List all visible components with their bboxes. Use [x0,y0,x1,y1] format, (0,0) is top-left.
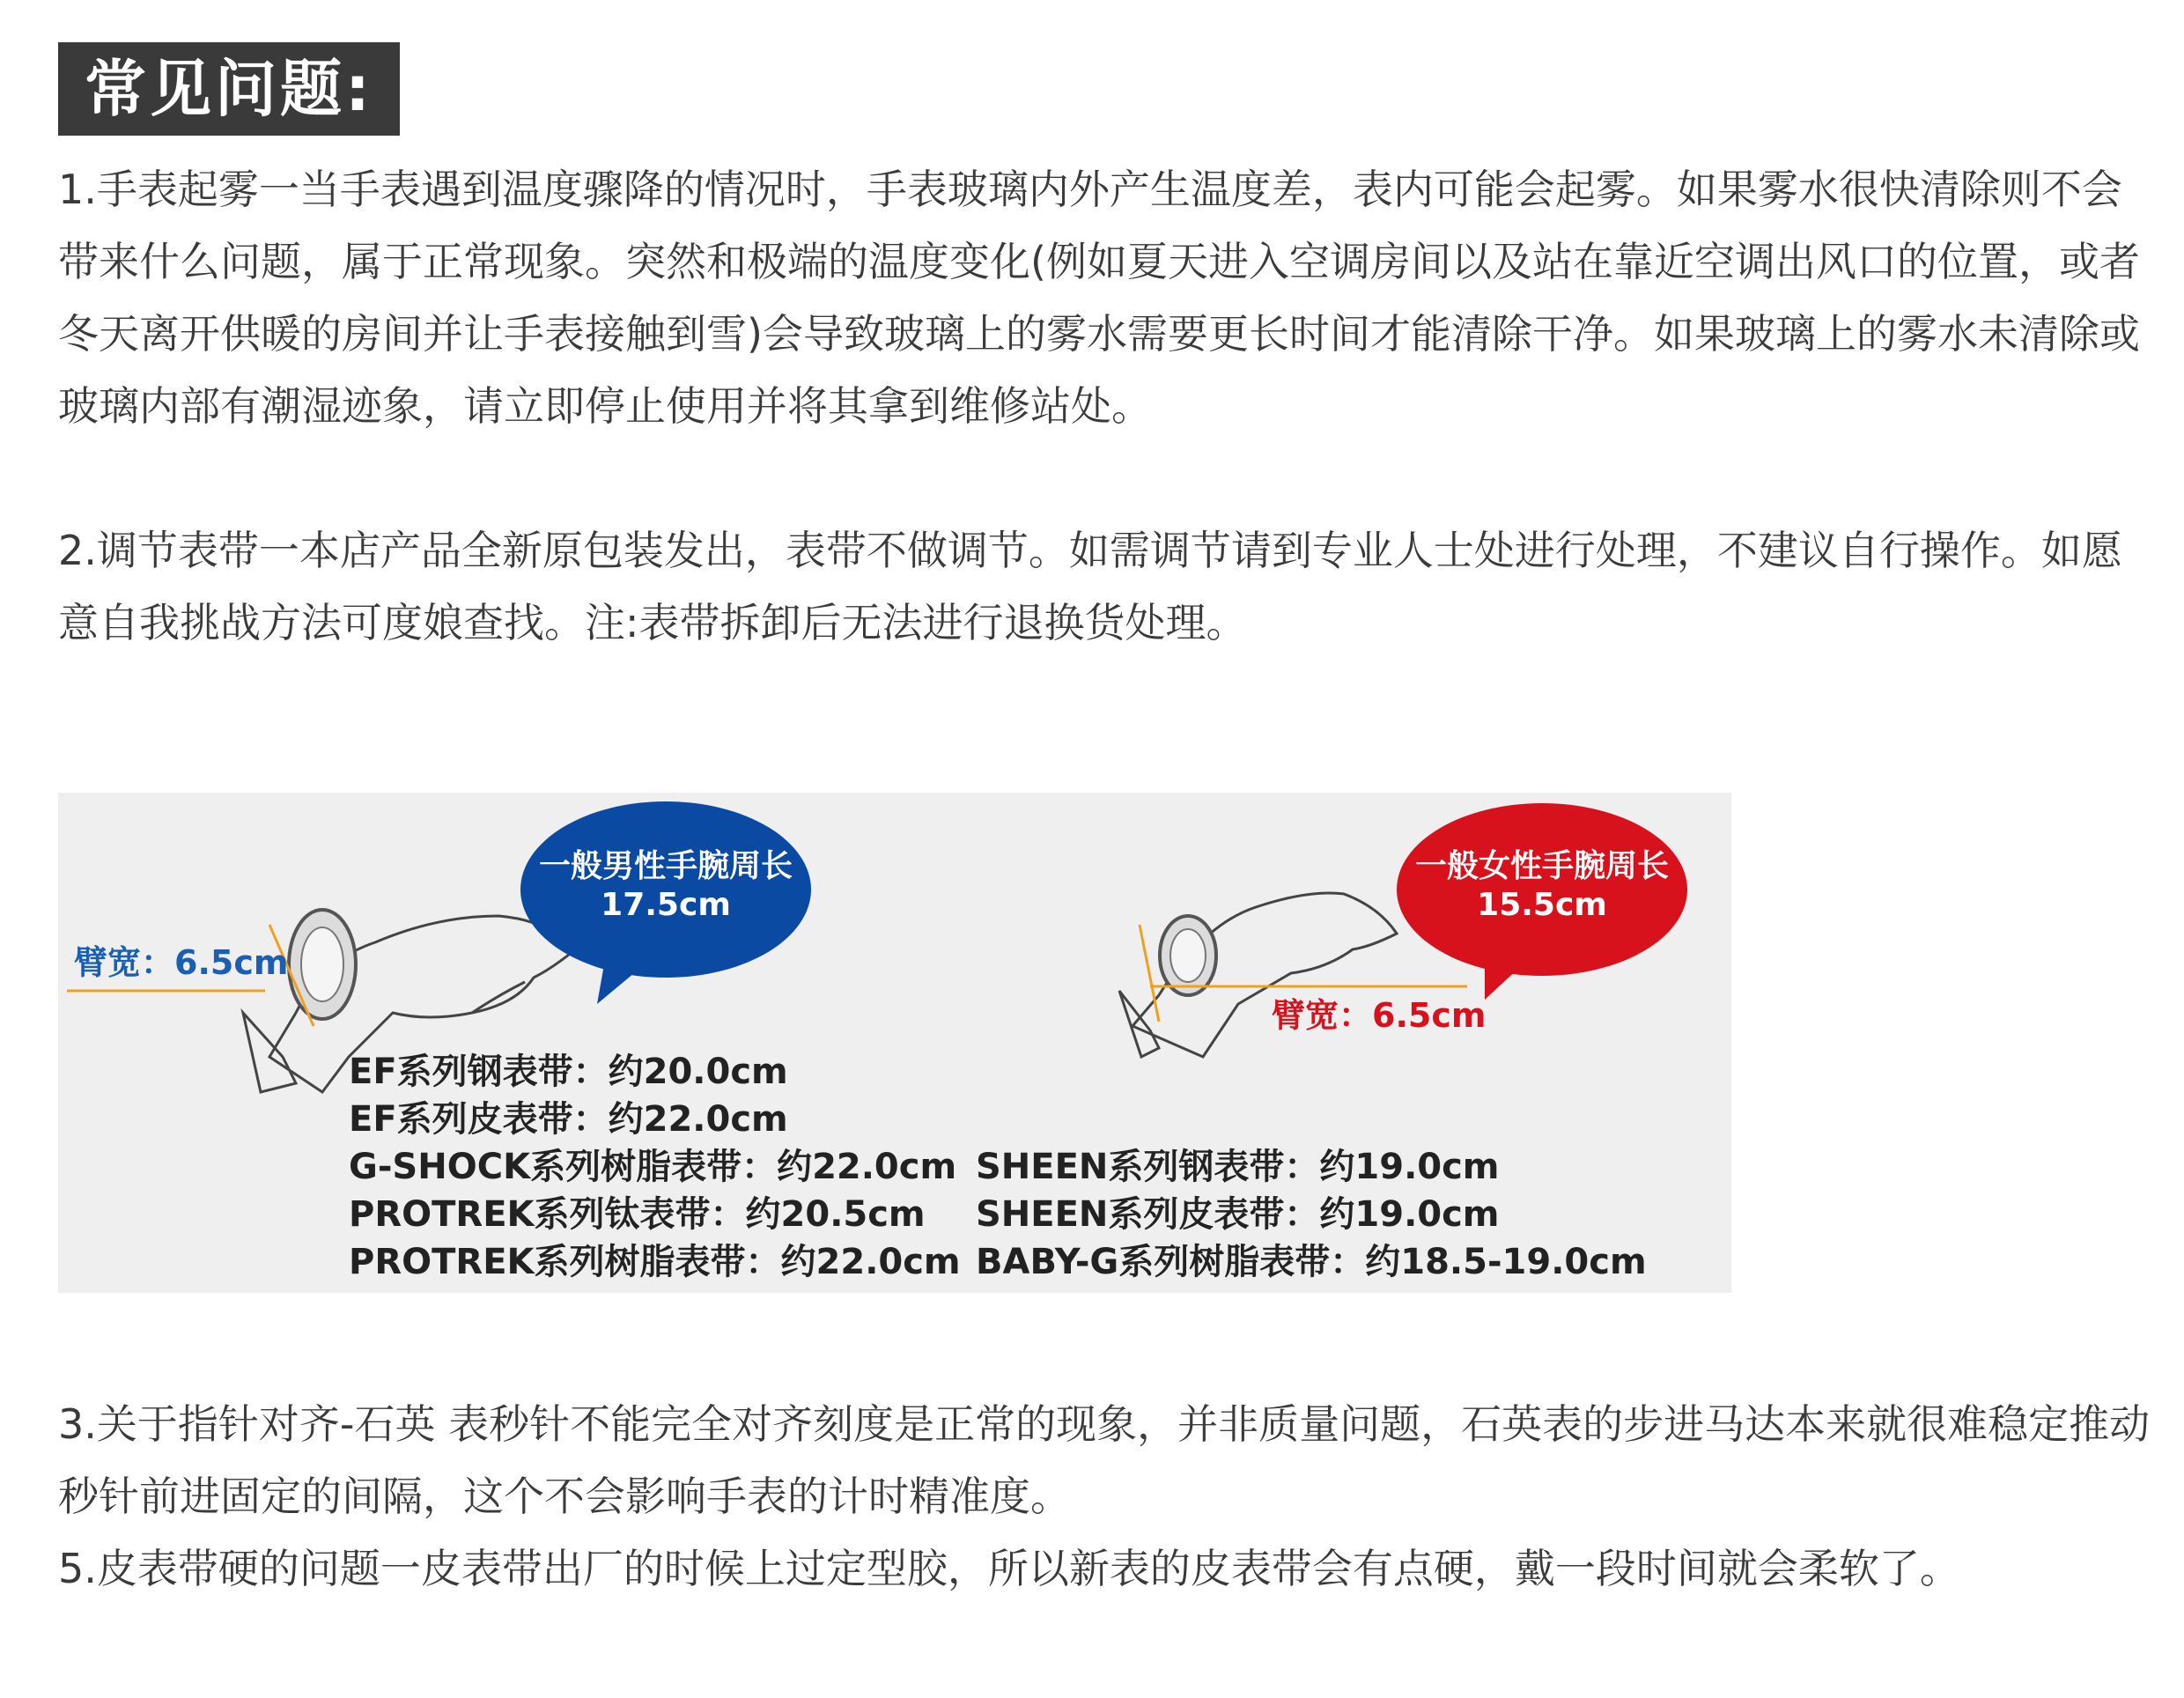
faq-item-hand-alignment: 3.关于指针对齐-石英 表秒针不能完全对齐刻度是正常的现象，并非质量问题，石英表的步进马达本来就很难稳定推动秒针前进固定的间隔，这个不会影响手表的计时精准度。 [58,1400,2151,1520]
faq-item-leather-strap: 5.皮表带硬的问题一皮表带出厂的时候上过定型胶，所以新表的皮表带会有点硬，戴一段时间就会柔软了。 [58,1545,1960,1592]
strap-item: EF系列钢表带：约20.0cm [349,1052,788,1092]
female-bubble-text [1397,847,1687,925]
male-watch-icon [289,910,356,1019]
male-strap-list [349,1048,961,1286]
faq-item-strap-adjust: 2.调节表带一本店产品全新原包装发出，表带不做调节。如需调节请到专业人士处进行处理，不建议自行操作。如愿意自我挑战方法可度娘查找。注:表带拆卸后无法进行退换货处理。 [58,527,2122,646]
female-wrist-circumference: 15.5cm [1477,887,1607,923]
female-strap-list [976,1143,1647,1286]
female-arm-width: 臂宽：6.5cm [1272,996,1487,1035]
wrist-size-panel [58,793,1731,1293]
strap-item: BABY-G系列树脂表带：约18.5-19.0cm [976,1242,1647,1282]
female-watch-icon [1160,916,1216,995]
faq-item-fogging: 1.手表起雾一当手表遇到温度骤降的情况时，手表玻璃内外产生温度差，表内可能会起雾。如果雾水很快清除则不会带来什么问题，属于正常现象。突然和极端的温度变化(例如夏天进入空调房间以及站在靠近空调出风口的位置，或者冬天离开供暖的房间并让手表接触到雪)会导致玻璃上的雾水需要更长时间才能清除干净。如果玻璃上的雾水未清除或玻璃内部有潮湿迹象，请立即停止使用并将其拿到维修站处。 [58,166,2140,430]
faq-heading: 常见问题: [58,42,400,136]
female-bubble-title: 一般女性手腕周长 [1414,848,1669,884]
strap-item: SHEEN系列皮表带：约19.0cm [976,1194,1500,1235]
male-bubble-text [520,847,811,925]
strap-item: PROTREK系列树脂表带：约22.0cm [349,1242,961,1282]
male-wrist-circumference: 17.5cm [601,887,731,923]
male-bubble-title: 一般男性手腕周长 [538,848,793,884]
strap-item: G-SHOCK系列树脂表带：约22.0cm [349,1147,957,1187]
strap-item: EF系列皮表带：约22.0cm [349,1099,788,1140]
strap-item: SHEEN系列钢表带：约19.0cm [976,1147,1500,1187]
male-arm-width: 臂宽：6.5cm [74,943,289,982]
strap-item: PROTREK系列钛表带：约20.5cm [349,1194,926,1235]
